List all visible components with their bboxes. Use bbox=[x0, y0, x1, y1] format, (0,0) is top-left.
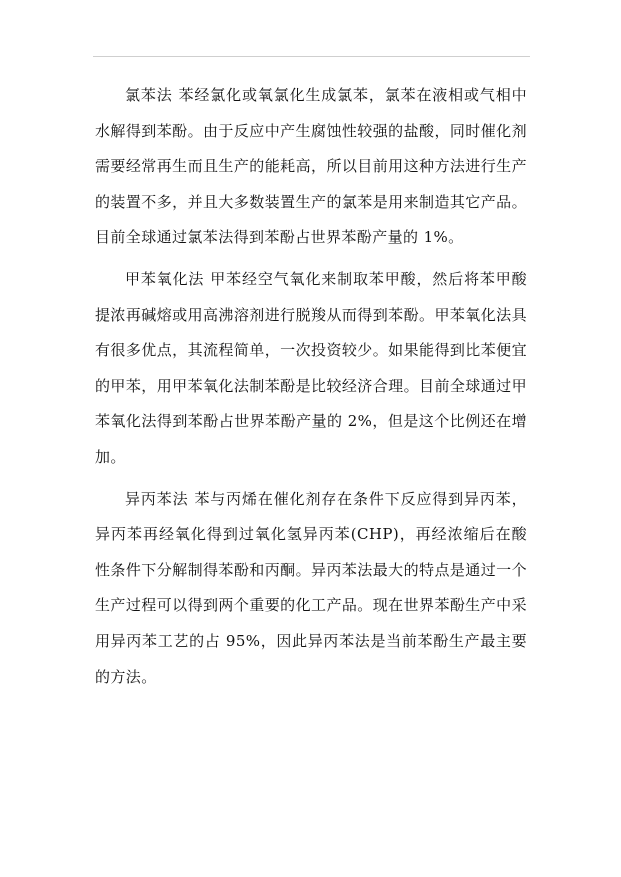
paragraph-toluene-oxidation-method bbox=[95, 262, 527, 476]
text-cumene-method: 苯与丙烯在催化剂存在条件下反应得到异丙苯，异丙苯再经氧化得到过氧化氢异丙苯(CHP)，再经浓缩后在酸性条件下分解制得苯酚和丙酮。异丙苯法最大的特点是通过一个生产过程可以得到两个重要的化工产品。现在世界苯酚生产中采用异丙苯工艺的占 95%，因此异丙苯法是当前苯酚生产最主要的方法。 bbox=[95, 489, 527, 686]
document-body bbox=[95, 78, 527, 701]
term-chlorobenzene-method: 氯苯法 bbox=[125, 86, 173, 104]
paragraph-cumene-method bbox=[95, 482, 527, 696]
term-toluene-oxidation-method: 甲苯氧化法 bbox=[125, 269, 205, 288]
paragraph-chlorobenzene-method bbox=[95, 78, 527, 256]
text-chlorobenzene-method: 苯经氯化或氧氯化生成氯苯，氯苯在液相或气相中水解得到苯酚。由于反应中产生腐蚀性较强的盐酸，同时催化剂需要经常再生而且生产的能耗高，所以目前用这种方法进行生产的装置不多，并且大多数装置生产的氯苯是用来制造其它产品。目前全球通过氯苯法得到苯酚占世界苯酚产量的 1%。 bbox=[95, 86, 527, 247]
text-toluene-oxidation-method: 甲苯经空气氧化来制取苯甲酸，然后将苯甲酸提浓再碱熔或用高沸溶剂进行脱羧从而得到苯酚。甲苯氧化法具有很多优点，其流程简单，一次投资较少。如果能得到比苯便宜的甲苯，用甲苯氧化法制苯酚是比较经济合理。目前全球通过甲苯氧化法得到苯酚占世界苯酚产量的 2%，但是这个比例还在增加。 bbox=[95, 269, 527, 466]
term-cumene-method: 异丙苯法 bbox=[125, 489, 189, 508]
header-rule bbox=[93, 56, 530, 57]
